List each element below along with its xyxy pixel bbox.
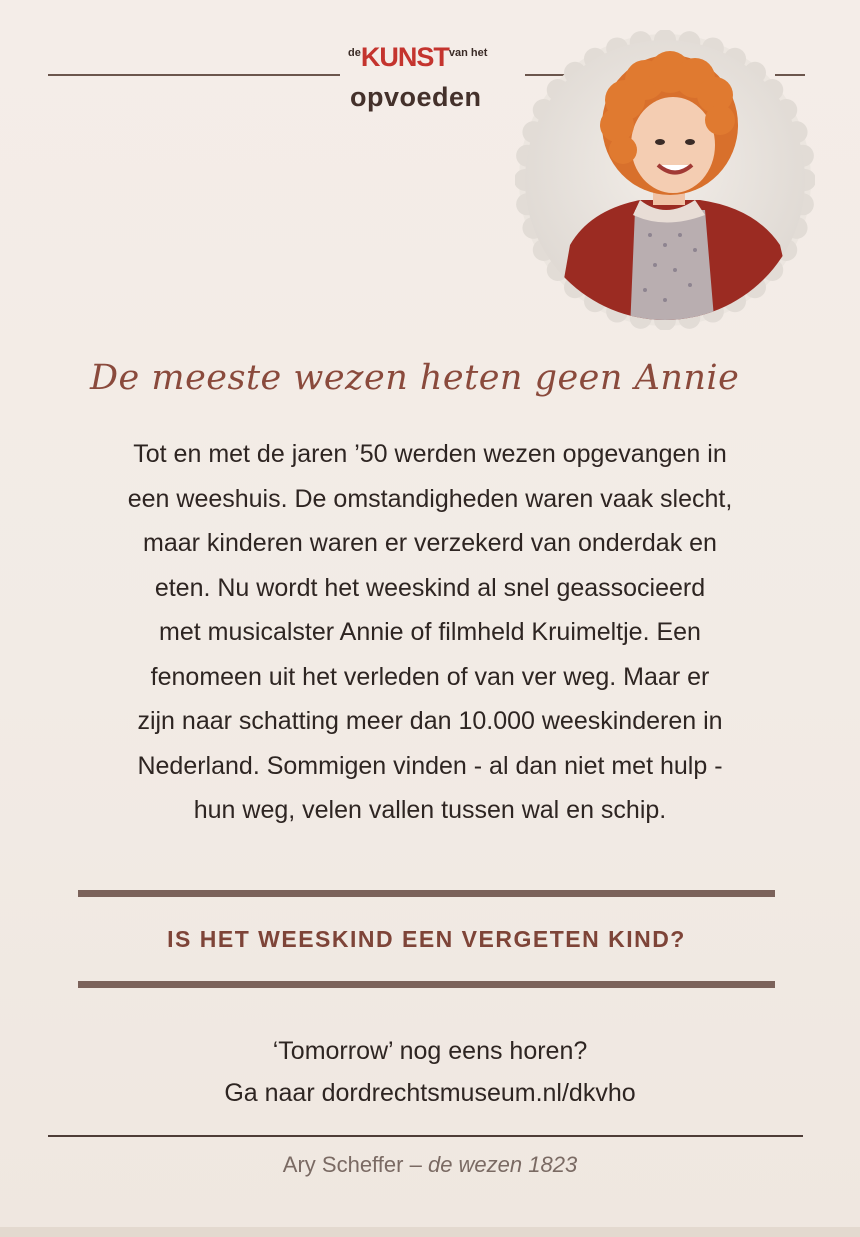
body-line: een weeshuis. De omstandigheden waren vaak slecht, [127,484,733,513]
cta-line-1: ‘Tomorrow’ nog eens horen? [272,1037,588,1065]
rule-bottom [78,981,775,988]
logo-de: de [348,47,361,59]
artwork-credit [40,1152,820,1178]
call-to-action [40,1030,820,1114]
body-line: Nederland. Sommigen vinden - al dan niet met hulp - [137,751,723,780]
body-line: fenomeen uit het verleden of van ver weg. Maar er [150,662,710,691]
body-line: zijn naar schatting meer dan 10.000 weeskinderen in [137,707,723,735]
body-line: maar kinderen waren er verzekerd van onderdak en [143,529,717,557]
body-line: met musicalster Annie of filmheld Kruimeltje. Een [159,618,701,646]
header-line-left [48,74,340,76]
credit-title: de wezen 1823 [427,1152,578,1177]
question-heading: IS HET WEESKIND EEN VERGETEN KIND? [167,926,686,952]
cta-line-2: Ga naar dordrechtsmuseum.nl/dkvho [224,1079,636,1107]
body-line: Tot en met de jaren ’50 werden wezen opgevangen in [133,440,727,468]
footer-line [48,1135,803,1137]
card-bottom-edge [0,1227,860,1237]
logo-van-het: van het [448,47,488,59]
body-line: hun weg, velen vallen tussen wal en schip. [193,796,667,824]
logo-kunst: KUNST [360,42,449,72]
rule-top [78,890,775,897]
logo [348,30,518,120]
section-heading: De meeste wezen heten geen Annie [90,358,740,398]
body-text [40,432,820,833]
portrait-photo [515,30,815,330]
credit-artist: Ary Scheffer [282,1152,404,1177]
body-line: eten. Nu wordt het weeskind al snel geassocieerd [154,573,706,602]
credit-dash: – [409,1152,422,1177]
logo-opvoeden: opvoeden [350,82,482,112]
